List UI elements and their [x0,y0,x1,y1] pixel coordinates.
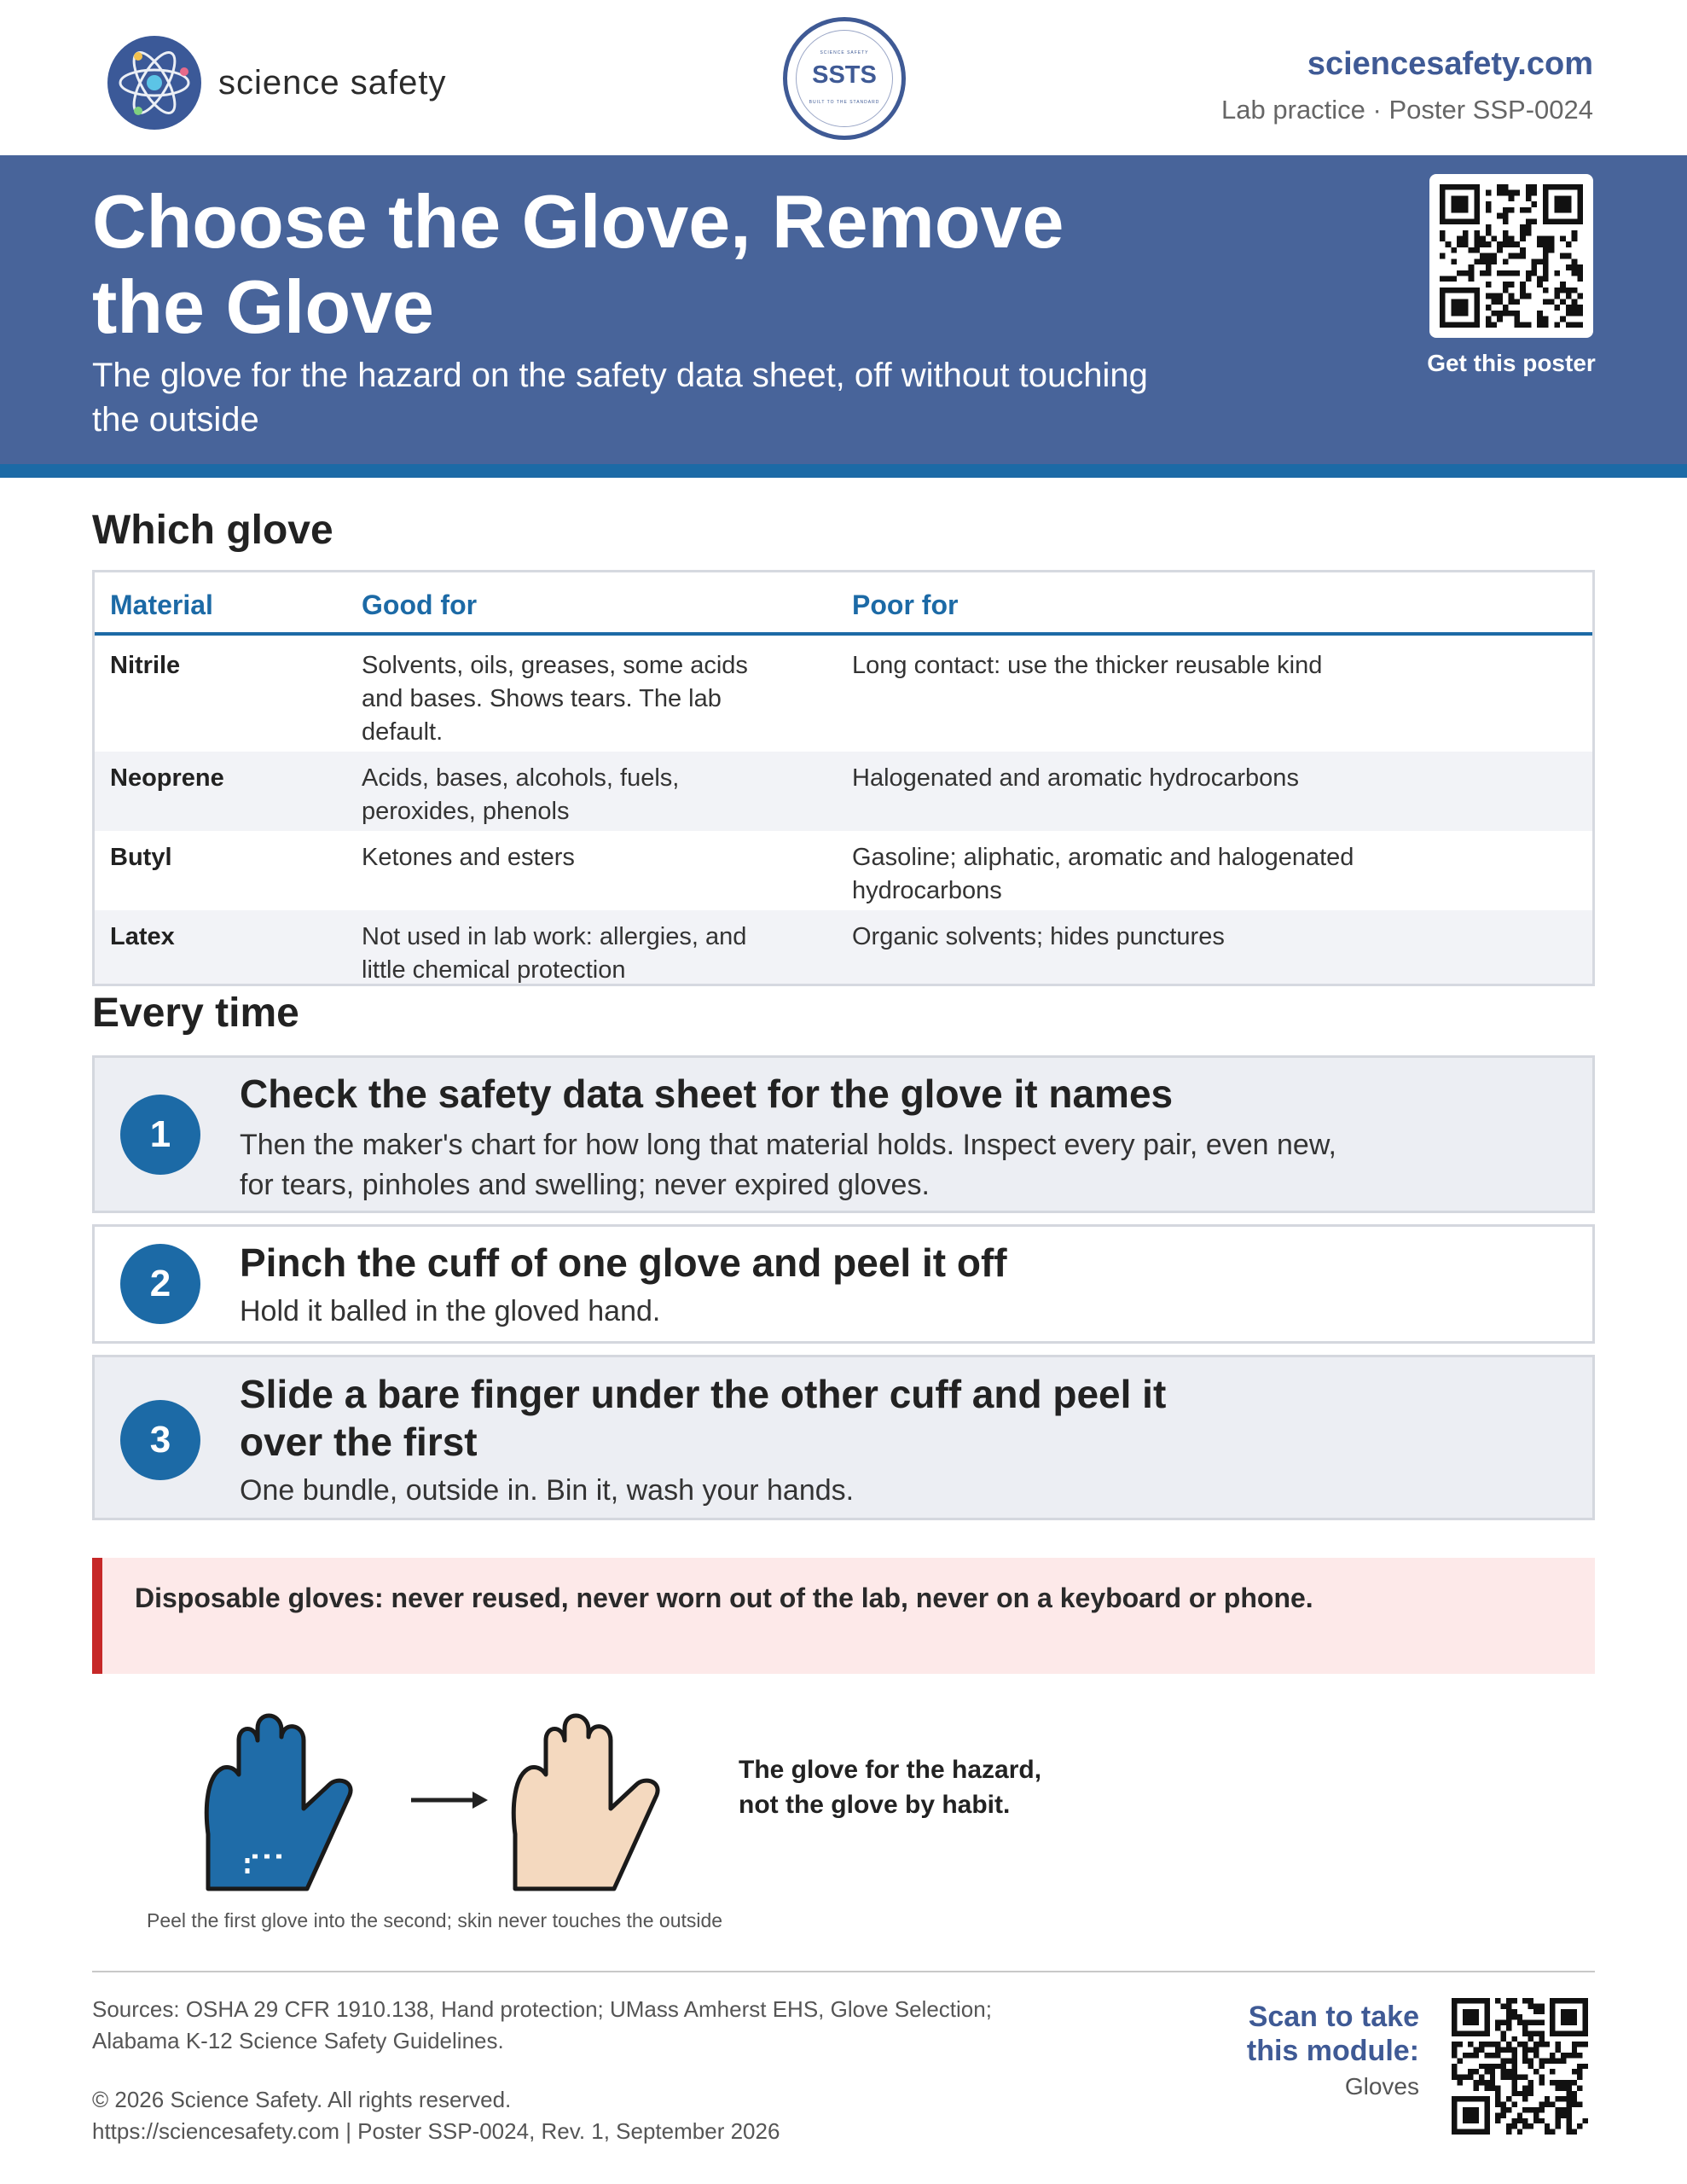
material-cell: Butyl [110,844,172,871]
ssts-seal [783,17,906,140]
every-time-heading: Every time [92,990,299,1036]
copyright-block [92,2084,1030,2147]
which-glove-heading: Which glove [92,508,333,553]
footer-divider [92,1971,1595,1972]
sources-text: Sources: OSHA 29 CFR 1910.138, Hand protection; UMass Amherst EHS, Glove Selection; Alabama K-12 Science Safety Guidelines. [92,1996,992,2053]
illustration-caption: Peel the first glove into the second; skin never touches the outside [147,1909,723,1931]
banner-accent-bar [0,464,1687,478]
scan-heading-line-1: Scan to take [1248,2001,1419,2033]
step-body: Then the maker's chart for how long that material holds. Inspect every pair, even new, for tears, pinholes and swelling; never expired gloves. [240,1129,1336,1201]
table-row [95,910,1592,984]
column-header-good-for: Good for [362,590,478,620]
step-number-badge: 1 [120,1095,200,1175]
footer-link-line[interactable]: https://sciencesafety.com | Poster SSP-0024, Rev. 1, September 2026 [92,2118,780,2144]
table-row [95,831,1592,910]
glove-removal-illustration [196,1706,708,1898]
poster-qr-code-icon[interactable] [1429,174,1593,338]
warning-text: Disposable gloves: never reused, never worn out of the lab, never on a keyboard or phone. [135,1583,1313,1613]
column-header-material: Material [110,590,213,620]
step-card [92,1224,1595,1344]
step-title: Check the safety data sheet for the glove it names [240,1072,1174,1116]
step-title: Pinch the cuff of one glove and peel it off [240,1240,1007,1285]
atom-logo-icon [107,36,201,130]
poor-for-cell: Halogenated and aromatic hydrocarbons [852,764,1299,792]
poor-for-cell: Long contact: use the thicker reusable kind [852,652,1323,679]
column-header-poor-for: Poor for [852,590,959,620]
header [0,0,1687,155]
good-for-cell: Ketones and esters [362,844,575,871]
step-number-badge: 3 [120,1400,200,1480]
bare-hand-icon [513,1716,658,1889]
poster-subtitle: The glove for the hazard on the safety data sheet, off without touching the outside [92,357,1148,439]
step-number-badge: 2 [120,1244,200,1324]
seal-bottom-text: BUILT TO THE STANDARD [809,100,880,105]
warning-callout [92,1558,1595,1674]
tagline-line-1: The glove for the hazard, [739,1756,1042,1784]
poor-for-cell: Organic solvents; hides punctures [852,923,1225,950]
step-card [92,1055,1595,1213]
copyright-text: © 2026 Science Safety. All rights reserved. [92,2087,512,2112]
gloved-hand-icon [206,1716,351,1889]
arrow-right-icon [411,1792,488,1809]
site-url-link[interactable]: sciencesafety.com [1307,46,1593,82]
step-title: Slide a bare finger under the other cuff and peel it over the first [240,1372,1167,1464]
good-for-cell: Acids, bases, alcohols, fuels, peroxides, phenols [362,764,680,825]
step-body: Hold it balled in the gloved hand. [240,1295,661,1327]
poor-for-cell: Gasoline; aliphatic, aromatic and halogenated hydrocarbons [852,844,1354,904]
poster-title: Choose the Glove, Remove the Glove [92,179,1064,349]
tagline-line-2: not the glove by habit. [739,1791,1011,1819]
scan-module [1247,2000,1419,2100]
table-row [95,639,1592,752]
brand-name: science safety [218,63,447,102]
brand[interactable] [107,36,446,130]
table-row [95,752,1592,831]
step-card [92,1355,1595,1520]
glove-table [92,570,1595,986]
scan-module-name: Gloves [1344,2073,1419,2100]
good-for-cell: Not used in lab work: allergies, and little chemical protection [362,923,747,984]
module-qr-code-icon[interactable] [1452,1998,1588,2135]
step-body: One bundle, outside in. Bin it, wash your hands. [240,1474,855,1507]
illustration-tagline [739,1752,1041,1822]
qr-caption: Get this poster [1427,350,1596,376]
material-cell: Latex [110,923,175,950]
material-cell: Nitrile [110,652,181,679]
table-header [95,572,1592,636]
site-info [1221,46,1593,125]
material-cell: Neoprene [110,764,224,792]
seal-text: SSTS [812,61,877,89]
site-subtitle: Lab practice · Poster SSP-0024 [1221,95,1593,125]
good-for-cell: Solvents, oils, greases, some acids and bases. Shows tears. The lab default. [362,652,748,746]
seal-top-text: SCIENCE SAFETY [820,50,869,55]
scan-heading-line-2: this module: [1246,2035,1419,2067]
